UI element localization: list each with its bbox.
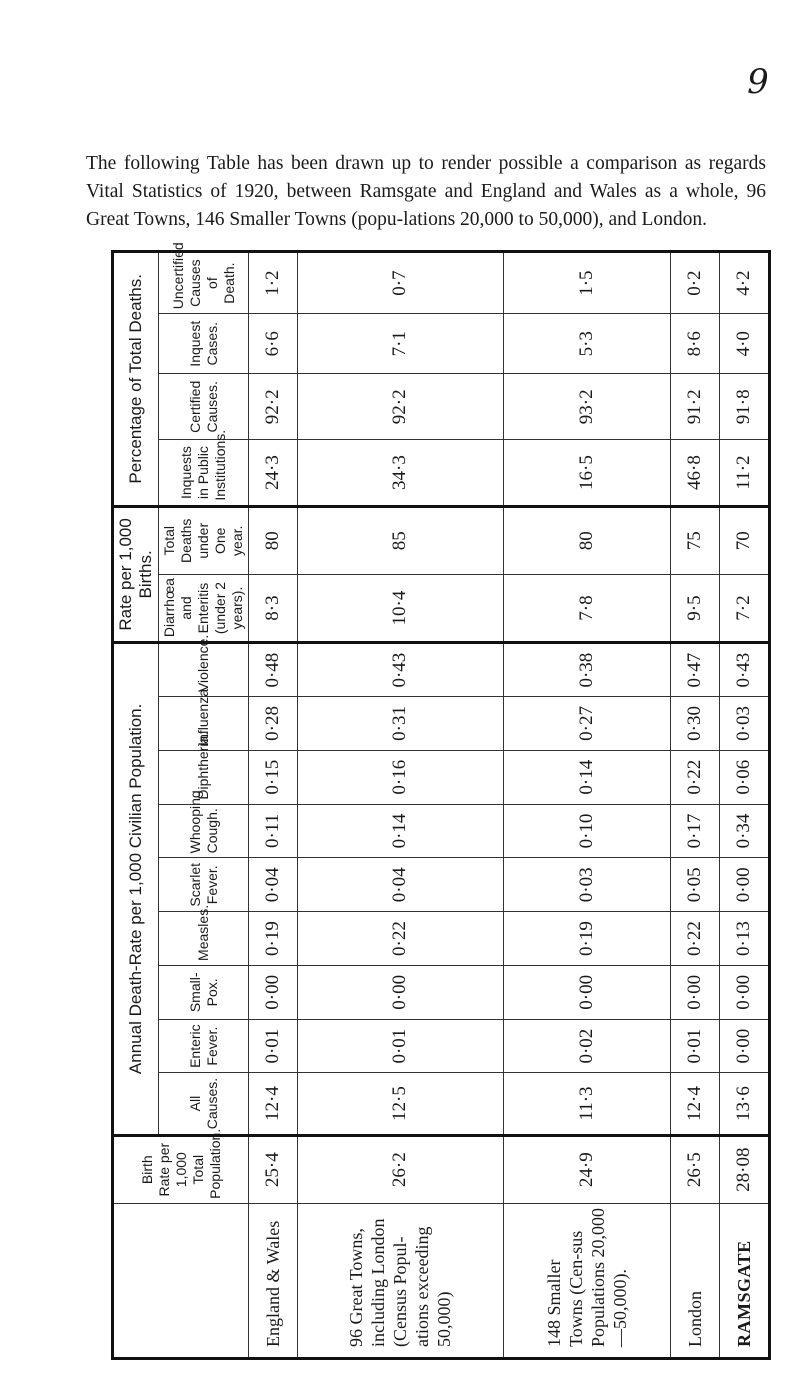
cell-total-deaths-infant: 80 — [249, 506, 298, 574]
cell-influenza: 0·03 — [719, 697, 769, 751]
cell-scarlet: 0·00 — [719, 858, 769, 912]
header-all-causes: All Causes. — [159, 1073, 249, 1135]
cell-violence: 0·48 — [249, 643, 298, 697]
row-area: 148 Smaller Towns (Cen-sus Populations 20,000 —50,000). — [504, 1203, 671, 1358]
cell-total-deaths-infant: 75 — [671, 506, 720, 574]
table-row — [719, 252, 769, 1359]
cell-smallpox: 0·00 — [719, 965, 769, 1019]
header-certified: Certified Causes. — [159, 374, 249, 440]
table-rotator — [111, 242, 771, 1360]
cell-influenza: 0·28 — [249, 697, 298, 751]
cell-total-deaths-infant: 80 — [504, 506, 671, 574]
cell-birth-rate: 25·4 — [249, 1135, 298, 1203]
cell-violence: 0·47 — [671, 643, 720, 697]
header-diarrhoea: Diarrhœa and Enteritis (under 2 years). — [159, 574, 249, 642]
cell-enteric: 0·02 — [504, 1019, 671, 1073]
header-diphtheria: Diphtheria. — [159, 750, 249, 804]
cell-inquests-public: 11·2 — [719, 440, 769, 506]
cell-influenza: 0·31 — [297, 697, 504, 751]
cell-birth-rate: 26·5 — [671, 1135, 720, 1203]
page-number: 9 — [747, 62, 769, 102]
table-row — [297, 252, 504, 1359]
cell-uncertified: 1·2 — [249, 252, 298, 314]
table-row — [504, 252, 671, 1359]
cell-inquest: 6·6 — [249, 314, 298, 374]
cell-total-deaths-infant: 70 — [719, 506, 769, 574]
cell-all-causes: 12·5 — [297, 1073, 504, 1135]
cell-scarlet: 0·04 — [297, 858, 504, 912]
cell-diphtheria: 0·14 — [504, 750, 671, 804]
cell-inquests-public: 46·8 — [671, 440, 720, 506]
cell-measles: 0·19 — [504, 912, 671, 966]
table-row — [249, 252, 298, 1359]
group-header-row — [113, 252, 159, 1359]
cell-enteric: 0·01 — [249, 1019, 298, 1073]
cell-measles: 0·22 — [671, 912, 720, 966]
cell-uncertified: 4·2 — [719, 252, 769, 314]
header-group-births-rate: Rate per 1,000 Births. — [113, 506, 159, 643]
header-uncertified: Uncertified Causes of Death. — [159, 252, 249, 314]
cell-enteric: 0·00 — [719, 1019, 769, 1073]
cell-inquest: 5·3 — [504, 314, 671, 374]
cell-inquest: 4·0 — [719, 314, 769, 374]
cell-whooping: 0·34 — [719, 804, 769, 858]
header-scarlet: Scarlet Fever. — [159, 858, 249, 912]
intro-paragraph: The following Table has been drawn up to render possible a comparison as regards Vital Statistics of 1920, between Ramsgate and England and Wales as a whole, 96 Great Towns, 146 Smaller Towns (popu-lations 20,000 to 50,000), and London. — [86, 152, 766, 230]
cell-certified: 91·2 — [671, 374, 720, 440]
cell-certified: 92·2 — [297, 374, 504, 440]
cell-certified: 91·8 — [719, 374, 769, 440]
cell-inquests-public: 34·3 — [297, 440, 504, 506]
cell-enteric: 0·01 — [671, 1019, 720, 1073]
row-area: London — [671, 1203, 720, 1358]
vital-statistics-table — [111, 242, 771, 1360]
cell-total-deaths-infant: 85 — [297, 506, 504, 574]
cell-enteric: 0·01 — [297, 1019, 504, 1073]
cell-birth-rate: 26·2 — [297, 1135, 504, 1203]
header-inquest: Inquest Cases. — [159, 314, 249, 374]
cell-all-causes: 11·3 — [504, 1073, 671, 1135]
cell-uncertified: 1·5 — [504, 252, 671, 314]
table-row — [671, 252, 720, 1359]
cell-scarlet: 0·03 — [504, 858, 671, 912]
header-inquests-public: Inquests in Public Institutions. — [159, 440, 249, 506]
header-total-deaths-infant: Total Deaths under One year. — [159, 506, 249, 574]
row-area: 96 Great Towns, including London (Census Popul-ations exceeding 50,000) — [297, 1203, 504, 1358]
cell-inquests-public: 16·5 — [504, 440, 671, 506]
cell-scarlet: 0·05 — [671, 858, 720, 912]
cell-uncertified: 0·7 — [297, 252, 504, 314]
cell-inquests-public: 24·3 — [249, 440, 298, 506]
header-influenza: Influenza. — [159, 697, 249, 751]
cell-inquest: 7·1 — [297, 314, 504, 374]
rotated-table-region — [111, 242, 780, 1385]
cell-diarrhoea: 10·4 — [297, 574, 504, 642]
cell-uncertified: 0·2 — [671, 252, 720, 314]
cell-diarrhoea: 7·8 — [504, 574, 671, 642]
cell-influenza: 0·30 — [671, 697, 720, 751]
cell-measles: 0·22 — [297, 912, 504, 966]
cell-diarrhoea: 8·3 — [249, 574, 298, 642]
cell-influenza: 0·27 — [504, 697, 671, 751]
header-whooping: Whooping Cough. — [159, 804, 249, 858]
cell-violence: 0·38 — [504, 643, 671, 697]
cell-diphtheria: 0·06 — [719, 750, 769, 804]
cell-measles: 0·13 — [719, 912, 769, 966]
cell-measles: 0·19 — [249, 912, 298, 966]
cell-inquest: 8·6 — [671, 314, 720, 374]
header-smallpox: Small-Pox. — [159, 965, 249, 1019]
header-measles: Measles. — [159, 912, 249, 966]
row-area: RAMSGATE — [719, 1203, 769, 1358]
cell-smallpox: 0·00 — [504, 965, 671, 1019]
header-area — [113, 1203, 249, 1358]
cell-violence: 0·43 — [719, 643, 769, 697]
cell-all-causes: 13·6 — [719, 1073, 769, 1135]
header-birth-rate: Birth Rate per 1,000 Total Population. — [113, 1135, 249, 1203]
cell-whooping: 0·10 — [504, 804, 671, 858]
cell-whooping: 0·14 — [297, 804, 504, 858]
header-group-death-rate: Annual Death-Rate per 1,000 Civilian Population. — [113, 643, 159, 1135]
header-enteric: Enteric Fever. — [159, 1019, 249, 1073]
cell-diarrhoea: 9·5 — [671, 574, 720, 642]
header-violence: Violence. — [159, 643, 249, 697]
cell-whooping: 0·11 — [249, 804, 298, 858]
cell-diphtheria: 0·15 — [249, 750, 298, 804]
cell-all-causes: 12·4 — [249, 1073, 298, 1135]
cell-scarlet: 0·04 — [249, 858, 298, 912]
cell-smallpox: 0·00 — [297, 965, 504, 1019]
cell-diarrhoea: 7·2 — [719, 574, 769, 642]
cell-birth-rate: 28·08 — [719, 1135, 769, 1203]
header-group-percentage: Percentage of Total Deaths. — [113, 252, 159, 507]
cell-certified: 92·2 — [249, 374, 298, 440]
row-area: England & Wales — [249, 1203, 298, 1358]
cell-smallpox: 0·00 — [671, 965, 720, 1019]
cell-diphtheria: 0·16 — [297, 750, 504, 804]
cell-all-causes: 12·4 — [671, 1073, 720, 1135]
cell-certified: 93·2 — [504, 374, 671, 440]
cell-violence: 0·43 — [297, 643, 504, 697]
cell-birth-rate: 24·9 — [504, 1135, 671, 1203]
cell-diphtheria: 0·22 — [671, 750, 720, 804]
cell-smallpox: 0·00 — [249, 965, 298, 1019]
cell-whooping: 0·17 — [671, 804, 720, 858]
